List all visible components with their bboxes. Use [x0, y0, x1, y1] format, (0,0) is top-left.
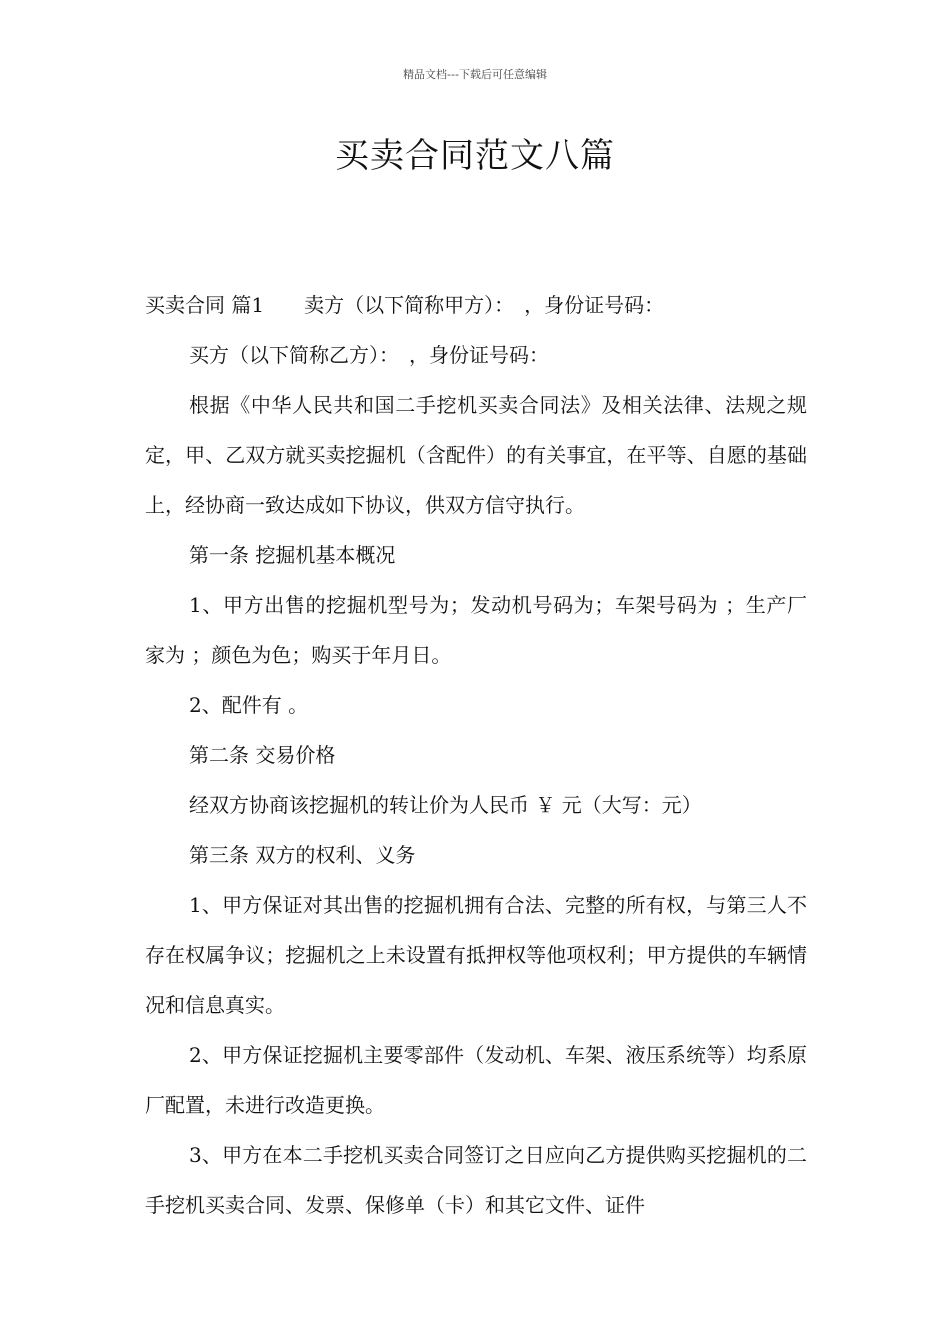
article-2-price: 经双方协商该挖掘机的转让价为人民币 ￥ 元（大写：元）: [189, 793, 702, 817]
document-title: 买卖合同范文八篇: [335, 136, 615, 176]
article-3-item-1: 1、甲方保证对其出售的挖掘机拥有合法、完整的所有权，与第三人不存在权属争议；挖掘机之上未设置有抵押权等他项权利；甲方提供的车辆情况和信息真实。: [145, 893, 807, 1017]
article-3-heading: 第三条 双方的权利、义务: [189, 843, 416, 867]
contract-heading: 买卖合同 篇1: [145, 293, 265, 317]
seller-line: 卖方（以下简称甲方）： ，身份证号码：: [304, 293, 665, 317]
article-3-item-3: 3、甲方在本二手挖机买卖合同签订之日应向乙方提供购买挖掘机的二手挖机买卖合同、发票、保修单（卡）和其它文件、证件: [145, 1143, 807, 1217]
article-1-item-1: 1、甲方出售的挖掘机型号为；发动机号码为；车架号码为 ；生产厂家为 ；颜色为色；购买于年月日。: [145, 593, 807, 667]
contract-heading-line: [145, 280, 807, 330]
article-1-heading: 第一条 挖掘机基本概况: [189, 543, 396, 567]
article-3-item-2: 2、甲方保证挖掘机主要零部件（发动机、车架、液压系统等）均系原厂配置，未进行改造更换。: [145, 1043, 807, 1117]
article-2-heading: 第二条 交易价格: [189, 743, 336, 767]
buyer-paragraph: 买方（以下简称乙方）： ，身份证号码：: [189, 343, 549, 367]
preamble-paragraph: 根据《中华人民共和国二手挖机买卖合同法》及相关法律、法规之规定，甲、乙双方就买卖挖掘机（含配件）的有关事宜，在平等、自愿的基础上，经协商一致达成如下协议，供双方信守执行。: [145, 393, 807, 517]
article-1-item-2: 2、配件有 。: [189, 693, 309, 717]
header-note: 精品文档---下载后可任意编辑: [403, 68, 547, 81]
document-body: [145, 280, 807, 1230]
